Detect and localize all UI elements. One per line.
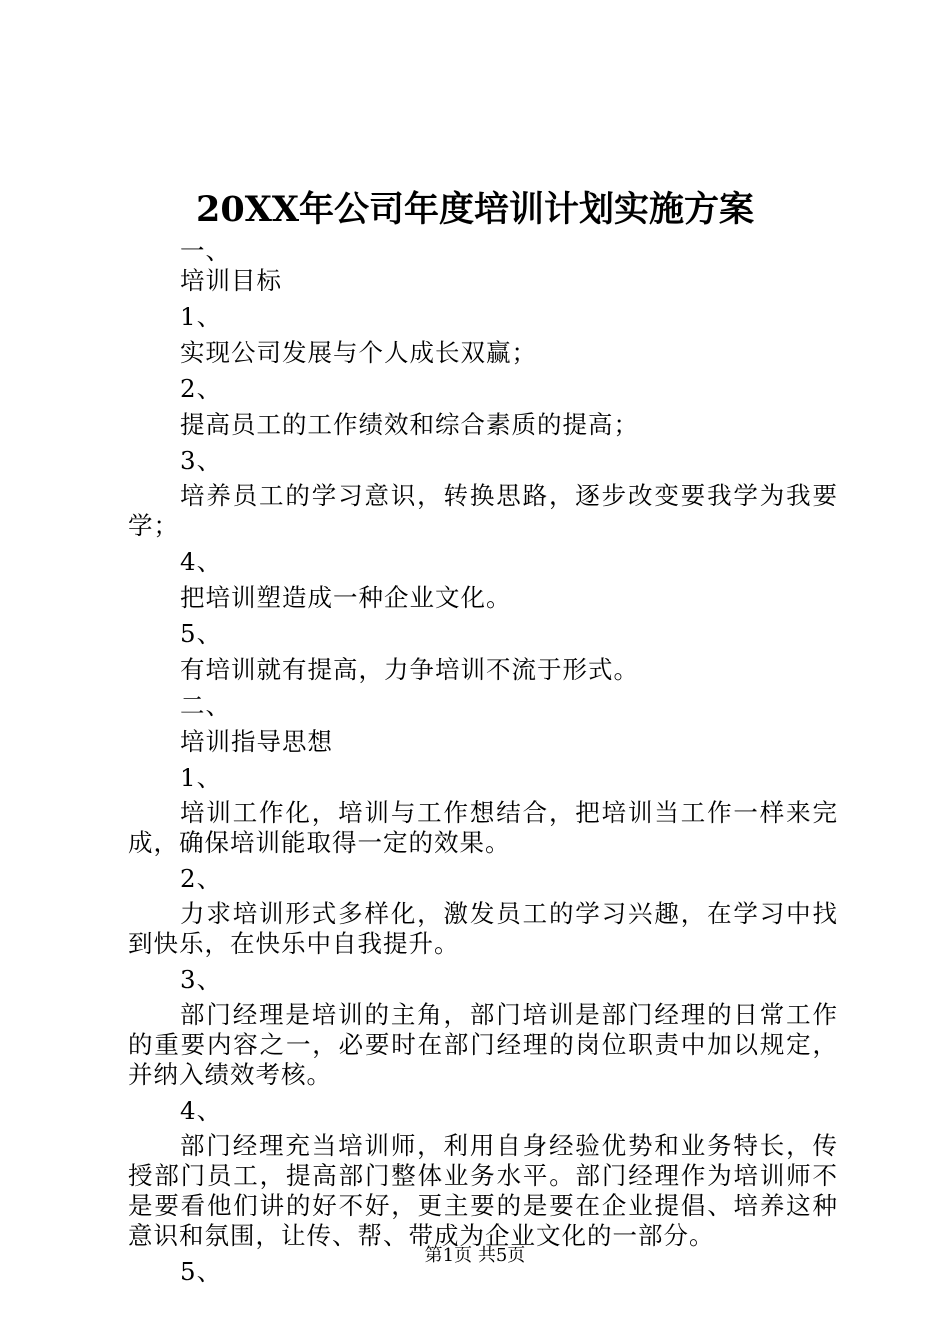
page-number-footer: 第1页 共5页 bbox=[424, 1245, 526, 1266]
item-number: 4、 bbox=[180, 547, 223, 576]
document-body bbox=[128, 236, 838, 1287]
section-number: 一、 bbox=[180, 236, 231, 265]
section-heading: 培训目标 bbox=[180, 266, 282, 295]
item-paragraph: 部门经理是培训的主角，部门培训是部门经理的日常工作的重要内容之一，必要时在部门经理的岗位职责中加以规定，并纳入绩效考核。 bbox=[128, 1000, 838, 1089]
item-number: 3、 bbox=[180, 965, 223, 994]
item-number: 1、 bbox=[180, 302, 223, 331]
item-number: 3、 bbox=[180, 446, 223, 475]
item-paragraph: 力求培训形式多样化，激发员工的学习兴趣，在学习中找到快乐，在快乐中自我提升。 bbox=[128, 899, 838, 958]
item-text: 把培训塑造成一种企业文化。 bbox=[180, 583, 512, 612]
page-title: 20XX年公司年度培训计划实施方案 bbox=[195, 189, 755, 230]
item-paragraph: 培养员工的学习意识，转换思路，逐步改变要我学为我要学； bbox=[128, 481, 838, 540]
item-text: 有培训就有提高，力争培训不流于形式。 bbox=[180, 655, 639, 684]
section-heading: 培训指导思想 bbox=[180, 727, 333, 756]
item-text: 提高员工的工作绩效和综合素质的提高； bbox=[180, 410, 639, 439]
item-paragraph: 部门经理充当培训师，利用自身经验优势和业务特长，传授部门员工，提高部门整体业务水平。部门经理作为培训师不是要看他们讲的好不好，更主要的是要在企业提倡、培养这种意识和氛围，让传、帮、带成为企业文化的一部分。 bbox=[128, 1131, 838, 1250]
item-number: 1、 bbox=[180, 763, 223, 792]
item-number: 5、 bbox=[180, 619, 223, 648]
section-number: 二、 bbox=[180, 691, 231, 720]
item-paragraph: 培训工作化，培训与工作想结合，把培训当工作一样来完成，确保培训能取得一定的效果。 bbox=[128, 798, 838, 857]
item-number: 2、 bbox=[180, 864, 223, 893]
item-text: 实现公司发展与个人成长双赢； bbox=[180, 338, 537, 367]
item-number: 2、 bbox=[180, 374, 223, 403]
item-number: 5、 bbox=[180, 1257, 223, 1286]
item-number: 4、 bbox=[180, 1096, 223, 1125]
